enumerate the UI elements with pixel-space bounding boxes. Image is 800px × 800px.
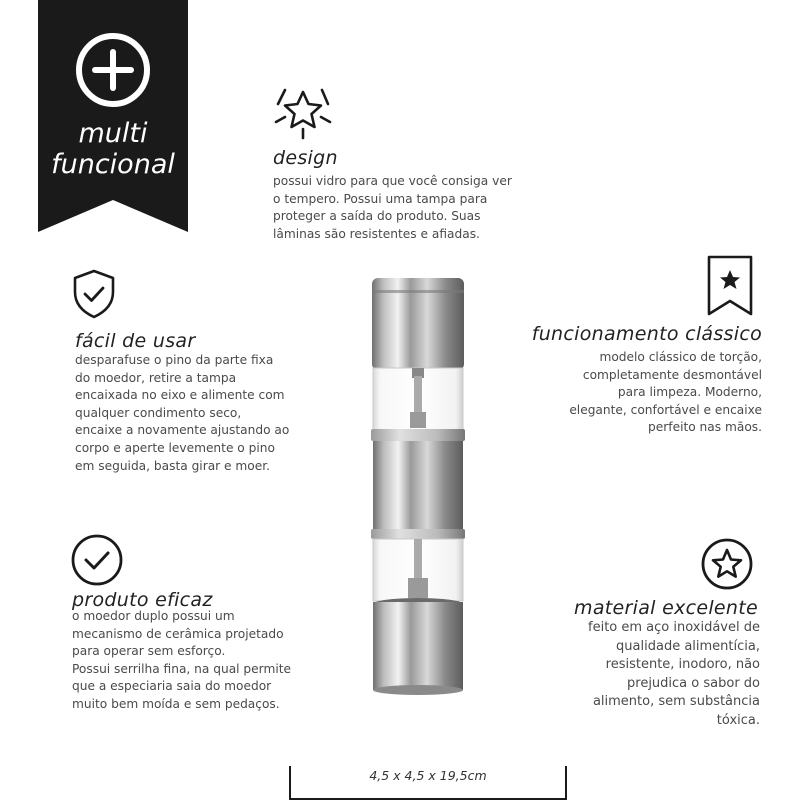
material-title: material excelente: [574, 597, 758, 619]
design-text-line: possui vidro para que você consiga ver: [273, 174, 512, 188]
effective-text-line: mecanismo de cerâmica projetado: [72, 626, 284, 641]
material-text-line: feito em aço inoxidável de: [588, 620, 760, 635]
multifunctional-banner: [38, 0, 188, 232]
design-text-line: proteger a saída do produto. Suas: [273, 209, 481, 224]
shield-check-icon: [72, 268, 116, 320]
easy-text-line: encaixe a novamente ajustando ao: [75, 423, 290, 438]
effective-text-line: que a especiaria saia do moedor: [72, 679, 272, 694]
easy-text-line: desparafuse o pino da parte fixa: [75, 353, 274, 367]
spice-grinder-image: [366, 272, 470, 704]
bookmark-star-icon: [706, 254, 754, 318]
effective-text-line: para operar sem esforço.: [72, 644, 226, 659]
banner-title-line2: funcional: [51, 149, 175, 180]
material-text-line: tóxica.: [716, 712, 760, 728]
effective-text-line: muito bem moída e sem pedaços.: [72, 696, 280, 711]
design-title: design: [273, 147, 338, 169]
effective-text-line: Possui serrilha fina, na qual permite: [72, 661, 291, 676]
star-circle-icon: [700, 537, 754, 591]
effective-text: [72, 608, 342, 714]
material-text: [530, 619, 760, 731]
design-text: [273, 173, 573, 243]
effective-text-line: o moedor duplo possui um: [72, 609, 235, 623]
banner-title: [38, 118, 188, 180]
easy-title: fácil de usar: [75, 330, 196, 352]
material-text-line: alimento, sem substância: [592, 694, 760, 710]
easy-text-line: do moedor, retire a tampa: [75, 370, 237, 385]
check-circle-icon: [70, 533, 124, 587]
dimension-label: 4,5 x 4,5 x 19,5cm: [369, 768, 487, 783]
classic-text: [502, 349, 762, 437]
design-text-line: o tempero. Possui uma tampa para: [273, 191, 488, 206]
banner-title-line1: multi: [78, 118, 148, 149]
sparkle-star-icon: [272, 78, 334, 142]
plus-circle-icon: [73, 30, 153, 110]
easy-text-line: em seguida, basta girar e moer.: [75, 458, 271, 473]
classic-text-line: elegante, confortável e encaixe: [569, 402, 762, 417]
material-text-line: prejudica o sabor do: [627, 675, 760, 691]
classic-text-line: perfeito nas mãos.: [648, 420, 762, 435]
design-text-line: lâminas são resistentes e afiadas.: [273, 226, 480, 241]
easy-text-line: encaixada no eixo e alimente com: [75, 388, 285, 403]
easy-text: [75, 352, 335, 475]
classic-title: funcionamento clássico: [531, 323, 762, 345]
classic-text-line: modelo clássico de torção,: [599, 350, 762, 364]
easy-text-line: corpo e aperte levemente o pino: [75, 440, 275, 455]
easy-text-line: qualquer condimento seco,: [75, 405, 242, 420]
classic-text-line: completamente desmontável: [582, 367, 762, 382]
material-text-line: qualidade alimentícia,: [616, 638, 760, 654]
effective-title: produto eficaz: [72, 589, 213, 611]
classic-text-line: para limpeza. Moderno,: [617, 385, 762, 400]
material-text-line: resistente, inodoro, não: [605, 657, 760, 673]
